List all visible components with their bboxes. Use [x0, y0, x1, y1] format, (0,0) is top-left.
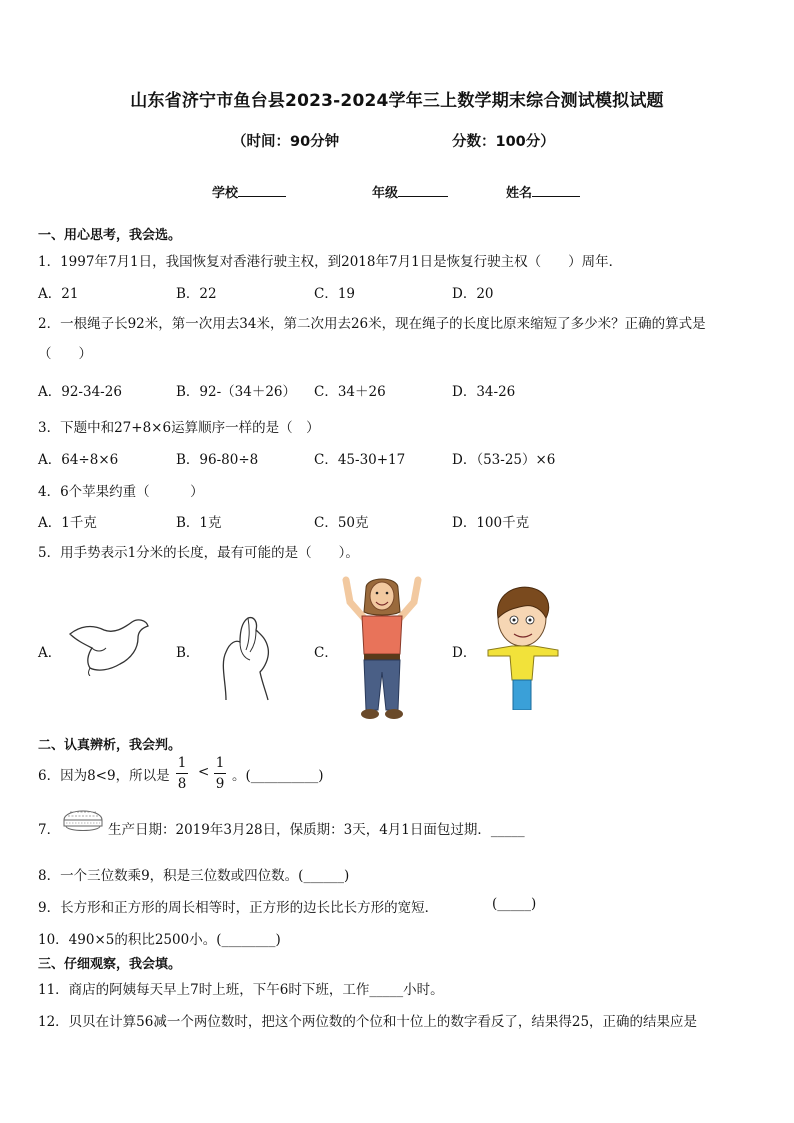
q1-option-a[interactable]: A．21	[38, 286, 79, 302]
school-field[interactable]	[212, 182, 286, 201]
school-label: 学校	[212, 186, 239, 201]
section-3-heading: 三、仔细观察，我会填。	[38, 957, 182, 972]
boy-arms-out-image	[486, 584, 560, 710]
name-field[interactable]	[506, 182, 580, 201]
section-2-heading: 二、认真辨析，我会判。	[38, 738, 182, 753]
q3-text: 3．下题中和27+8×6运算顺序一样的是（ ）	[38, 420, 320, 436]
q7-text: 生产日期：2019年3月28日，保质期：3天，4月1日面包过期．_____	[108, 822, 525, 838]
q4-option-d[interactable]: D．100千克	[452, 515, 530, 531]
woman-arms-raised-image	[336, 572, 428, 722]
q4-option-a[interactable]: A．1千克	[38, 515, 97, 531]
q6-answer-blank[interactable]: 。(__________)	[232, 768, 324, 784]
q11-text: 11．商店的阿姨每天早上7时上班，下午6时下班，工作_____小时。	[38, 982, 444, 998]
name-blank[interactable]	[532, 183, 580, 197]
bread-image	[60, 800, 106, 836]
name-label: 姓名	[506, 186, 533, 201]
q3-option-b[interactable]: B．96-80÷8	[176, 452, 259, 468]
exam-score: 分数：100分）	[452, 134, 555, 150]
q3-option-c[interactable]: C．45-30+17	[314, 452, 406, 468]
q5-option-a[interactable]: A．	[38, 645, 62, 661]
hand-shadow-bird-image	[66, 612, 152, 676]
q1-option-d[interactable]: D．20	[452, 286, 494, 302]
exam-time: （时间：90分钟	[232, 134, 340, 150]
q2-option-b[interactable]: B．92-（34＋26）	[176, 384, 297, 400]
fraction-one-ninth	[214, 755, 226, 792]
fraction-denominator: 8	[177, 776, 187, 792]
section-1-heading: 一、用心思考，我会选。	[38, 228, 182, 243]
fraction-numerator: 1	[177, 755, 187, 771]
q5-text: 5．用手势表示1分米的长度，最有可能的是（ ）。	[38, 545, 359, 561]
q2-text-cont: （ ）	[38, 346, 92, 362]
q4-option-b[interactable]: B．1克	[176, 515, 222, 531]
q2-text: 2．一根绳子长92米，第一次用去34米，第二次用去26米，现在绳子的长度比原来缩短了多少米？正确的算式是	[38, 316, 706, 332]
q7-number: 7．	[38, 822, 61, 838]
q3-option-d[interactable]: D．（53-25）×6	[452, 452, 556, 468]
q5-option-c[interactable]: C．	[314, 645, 338, 661]
q10-text: 10．490×5的积比2500小。(________)	[38, 932, 281, 948]
q8-text: 8．一个三位数乘9，积是三位数或四位数。(______)	[38, 868, 350, 884]
q2-option-c[interactable]: C．34＋26	[314, 384, 386, 400]
grade-blank[interactable]	[398, 183, 448, 197]
page-title: 山东省济宁市鱼台县2023-2024学年三上数学期末综合测试模拟试题	[130, 91, 664, 111]
q2-option-a[interactable]: A．92-34-26	[38, 384, 122, 400]
q6-text: 6．因为8<9，所以是	[38, 768, 170, 784]
q5-option-d[interactable]: D．	[452, 645, 477, 661]
q4-option-c[interactable]: C．50克	[314, 515, 369, 531]
q1-option-c[interactable]: C．19	[314, 286, 356, 302]
fraction-one-eighth	[176, 755, 188, 792]
q4-text: 4．6个苹果约重（ ）	[38, 484, 204, 500]
grade-label: 年级	[372, 186, 399, 201]
school-blank[interactable]	[238, 183, 286, 197]
fraction-denominator: 9	[215, 776, 225, 792]
q1-option-b[interactable]: B．22	[176, 286, 217, 302]
q9-text: 9．长方形和正方形的周长相等时，正方形的边长比长方形的宽短．	[38, 900, 439, 916]
q5-option-b[interactable]: B．	[176, 645, 200, 661]
q1-text: 1．1997年7月1日，我国恢复对香港行驶主权，到2018年7月1日是恢复行驶主权（ ）周年．	[38, 254, 623, 270]
q2-option-d[interactable]: D．34-26	[452, 384, 516, 400]
fraction-numerator: 1	[215, 755, 225, 771]
less-than-sign: <	[198, 764, 210, 780]
q9-answer-blank[interactable]: (_____)	[492, 896, 537, 912]
q3-option-a[interactable]: A．64÷8×6	[38, 452, 119, 468]
q12-text: 12．贝贝在计算56减一个两位数时，把这个两位数的个位和十位上的数字看反了，结果得25，正确的结果应是	[38, 1014, 698, 1030]
grade-field[interactable]	[372, 182, 448, 201]
pinch-hand-image	[216, 612, 276, 702]
